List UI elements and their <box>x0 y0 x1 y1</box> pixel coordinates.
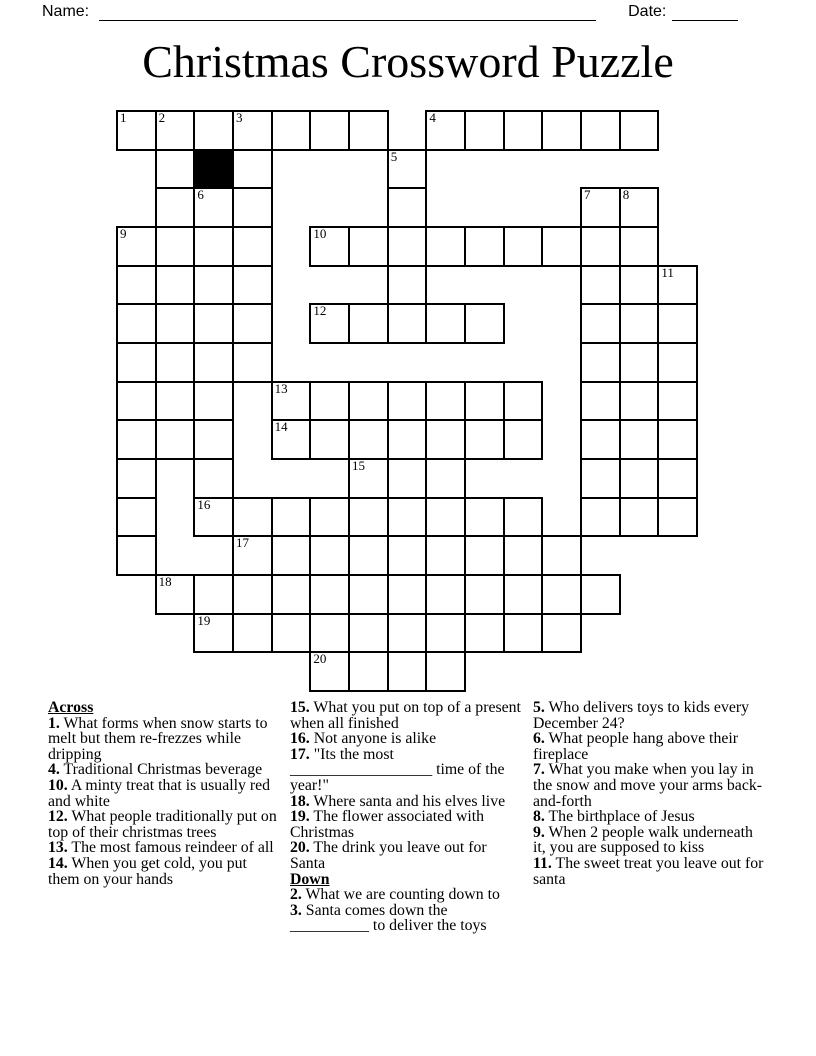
cell-number: 4 <box>429 110 436 125</box>
cell-number: 18 <box>158 574 172 590</box>
crossword-cell[interactable] <box>155 149 196 190</box>
crossword-cell[interactable] <box>193 187 234 228</box>
cell-number: 1 <box>120 110 127 125</box>
crossword-cell[interactable] <box>541 613 582 654</box>
clue-number: 13. <box>48 839 68 857</box>
crossword-cell[interactable] <box>425 303 466 344</box>
clue-number: 19. <box>290 808 310 826</box>
crossword-cell[interactable] <box>657 458 698 499</box>
crossword-cell[interactable] <box>193 497 234 538</box>
crossword-cell[interactable] <box>271 110 312 151</box>
clue-number: 5. <box>533 699 545 716</box>
clue-item <box>533 825 765 856</box>
clue-text: The flower associated with Christmas <box>290 808 485 841</box>
clue-number: 10. <box>48 776 68 794</box>
clue-number: 6. <box>533 730 545 748</box>
crossword-cell[interactable] <box>387 613 428 654</box>
crossword-cell[interactable] <box>503 613 544 654</box>
cell-number: 13 <box>274 380 288 396</box>
cell-number: 3 <box>236 110 243 125</box>
cell-number: 15 <box>352 458 366 474</box>
crossword-cell[interactable] <box>464 303 505 344</box>
date-input-line[interactable] <box>672 3 738 21</box>
crossword-cell[interactable] <box>116 110 157 151</box>
clue-item <box>533 856 765 887</box>
crossword-cell[interactable] <box>155 110 196 151</box>
clue-text: The sweet treat you leave out for santa <box>533 854 764 888</box>
crossword-cell[interactable] <box>155 342 196 383</box>
crossword-cell[interactable] <box>541 535 582 576</box>
crossword-cell[interactable] <box>309 651 350 692</box>
crossword-cell[interactable] <box>619 226 660 267</box>
crossword-cell[interactable] <box>657 303 698 344</box>
clue-item <box>48 778 282 809</box>
crossword-cell[interactable] <box>348 497 389 538</box>
crossword-cell[interactable] <box>309 226 350 267</box>
crossword-cell[interactable] <box>425 381 466 422</box>
crossword-cell[interactable] <box>348 613 389 654</box>
crossword-cell[interactable] <box>271 497 312 538</box>
clue-item <box>48 856 282 887</box>
crossword-cell[interactable] <box>193 110 234 151</box>
crossword-grid <box>116 110 698 692</box>
clue-number: 9. <box>533 823 545 841</box>
clue-number: 14. <box>48 854 68 872</box>
crossword-cell[interactable] <box>116 497 157 538</box>
cell-number: 11 <box>661 264 674 280</box>
clue-number: 1. <box>48 714 60 732</box>
crossword-cell[interactable] <box>580 265 621 306</box>
crossword-cell[interactable] <box>464 613 505 654</box>
crossword-cell[interactable] <box>116 458 157 499</box>
crossword-cell[interactable] <box>232 265 273 306</box>
crossword-cell[interactable] <box>580 381 621 422</box>
crossword-cell[interactable] <box>657 265 698 306</box>
crossword-cell[interactable] <box>116 535 157 576</box>
crossword-cell[interactable] <box>348 574 389 615</box>
clue-number: 4. <box>48 761 60 779</box>
clue-text: The birthplace of Jesus <box>544 808 695 826</box>
clue-item <box>290 700 525 731</box>
crossword-cell[interactable] <box>387 458 428 499</box>
crossword-cell[interactable] <box>503 110 544 151</box>
crossword-cell[interactable] <box>232 613 273 654</box>
crossword-cell[interactable] <box>309 419 350 460</box>
crossword-cell[interactable] <box>387 265 428 306</box>
clue-item <box>48 762 282 778</box>
cell-number: 7 <box>584 187 591 203</box>
crossword-cell[interactable] <box>580 574 621 615</box>
crossword-cell[interactable] <box>580 303 621 344</box>
clue-item <box>533 700 765 731</box>
crossword-cell[interactable] <box>232 226 273 267</box>
cell-number: 6 <box>197 187 204 203</box>
crossword-cell[interactable] <box>503 535 544 576</box>
crossword-cell[interactable] <box>425 226 466 267</box>
clue-text: When 2 people walk underneath it, you are supposed to kiss <box>533 823 753 857</box>
crossword-cell[interactable] <box>619 265 660 306</box>
cell-number: 9 <box>120 226 127 241</box>
clue-text: A minty treat that is usually red and white <box>48 776 271 810</box>
crossword-cell[interactable] <box>580 110 621 151</box>
clue-text: What we are counting down to <box>301 886 500 904</box>
clue-number: 17. <box>290 745 310 763</box>
crossword-cell[interactable] <box>155 574 196 615</box>
clue-item <box>290 840 525 871</box>
crossword-cell[interactable] <box>503 497 544 538</box>
clue-item <box>533 809 765 825</box>
clue-number: 11. <box>533 854 552 872</box>
crossword-cell[interactable] <box>541 110 582 151</box>
crossword-cell[interactable] <box>232 110 273 151</box>
crossword-cell[interactable] <box>580 458 621 499</box>
cell-number: 2 <box>158 110 166 125</box>
crossword-cell[interactable] <box>464 381 505 422</box>
crossword-cell[interactable] <box>116 303 157 344</box>
crossword-cell[interactable] <box>425 419 466 460</box>
crossword-cell[interactable] <box>193 419 234 460</box>
crossword-cell[interactable] <box>503 381 544 422</box>
name-label: Name: <box>42 3 90 20</box>
down-header: Down <box>290 870 330 888</box>
crossword-cell[interactable] <box>193 342 234 383</box>
clue-item <box>48 840 282 856</box>
crossword-cell[interactable] <box>193 303 234 344</box>
crossword-cell[interactable] <box>425 535 466 576</box>
crossword-cell[interactable] <box>541 574 582 615</box>
crossword-cell[interactable] <box>348 381 389 422</box>
crossword-cell[interactable] <box>193 613 234 654</box>
clue-number: 2. <box>290 886 302 904</box>
clue-text: Where santa and his elves live <box>309 792 506 810</box>
crossword-cell[interactable] <box>580 419 621 460</box>
clue-text: What you make when you lay in the snow and move your arms back-and-forth <box>533 761 762 810</box>
clue-number: 12. <box>48 808 68 826</box>
clue-item <box>290 887 525 903</box>
crossword-cell[interactable] <box>309 613 350 654</box>
crossword-cell[interactable] <box>657 342 698 383</box>
crossword-cell[interactable] <box>309 381 350 422</box>
crossword-cell[interactable] <box>657 381 698 422</box>
clue-item <box>533 731 765 762</box>
crossword-cell[interactable] <box>193 574 234 615</box>
clue-text: The drink you leave out for Santa <box>290 839 487 872</box>
crossword-cell[interactable] <box>464 574 505 615</box>
crossword-cell[interactable] <box>348 651 389 692</box>
clue-text: What people hang above their fireplace <box>533 730 739 763</box>
name-date-row <box>42 1 774 21</box>
crossword-cell[interactable] <box>271 574 312 615</box>
across-header: Across <box>48 699 94 716</box>
clue-text: "Its the most __________________ time of the year!" <box>290 745 505 794</box>
crossword-cell[interactable] <box>580 342 621 383</box>
crossword-cell[interactable] <box>657 419 698 460</box>
crossword-cell[interactable] <box>155 265 196 306</box>
cell-number: 8 <box>622 187 630 203</box>
clues-column-middle <box>290 700 525 934</box>
crossword-cell[interactable] <box>116 381 157 422</box>
name-input-line[interactable] <box>99 3 596 21</box>
cell-number: 14 <box>274 419 288 435</box>
crossword-cell[interactable] <box>619 458 660 499</box>
crossword-cell[interactable] <box>309 303 350 344</box>
clue-item <box>48 809 282 840</box>
crossword-cell[interactable] <box>387 303 428 344</box>
crossword-cell[interactable] <box>580 187 621 228</box>
crossword-cell[interactable] <box>387 419 428 460</box>
crossword-cell[interactable] <box>348 110 389 151</box>
clue-item <box>290 903 525 934</box>
clue-text: What forms when snow starts to melt but them re-frezzes while dripping <box>48 714 268 763</box>
crossword-cell[interactable] <box>503 226 544 267</box>
crossword-cell[interactable] <box>155 226 196 267</box>
clue-text: What people traditionally put on top of their christmas trees <box>48 808 277 841</box>
crossword-cell[interactable] <box>503 574 544 615</box>
crossword-cell[interactable] <box>387 187 428 228</box>
crossword-cell[interactable] <box>387 149 428 190</box>
clue-number: 18. <box>290 792 310 810</box>
clue-number: 20. <box>290 839 310 857</box>
crossword-cell[interactable] <box>348 303 389 344</box>
crossword-cell[interactable] <box>464 535 505 576</box>
crossword-cell[interactable] <box>464 497 505 538</box>
crossword-cell[interactable] <box>232 149 273 190</box>
crossword-cell[interactable] <box>425 110 466 151</box>
crossword-cell[interactable] <box>309 574 350 615</box>
crossword-cell[interactable] <box>464 226 505 267</box>
crossword-black-cell <box>193 149 234 190</box>
crossword-cell[interactable] <box>232 497 273 538</box>
crossword-cell[interactable] <box>116 419 157 460</box>
clue-item <box>290 794 525 810</box>
cell-number: 5 <box>390 148 398 164</box>
crossword-cell[interactable] <box>580 497 621 538</box>
crossword-cell[interactable] <box>425 458 466 499</box>
crossword-cell[interactable] <box>271 535 312 576</box>
crossword-cell[interactable] <box>271 613 312 654</box>
crossword-cell[interactable] <box>232 574 273 615</box>
crossword-cell[interactable] <box>464 110 505 151</box>
clue-item <box>48 716 282 763</box>
clue-text: When you get cold, you put them on your hands <box>48 854 247 888</box>
crossword-cell[interactable] <box>348 419 389 460</box>
clue-item <box>290 809 525 840</box>
page-title: Christmas Crossword Puzzle <box>142 36 674 87</box>
cell-number: 17 <box>236 535 249 551</box>
crossword-cell[interactable] <box>193 226 234 267</box>
crossword-cell[interactable] <box>619 381 660 422</box>
crossword-cell[interactable] <box>619 110 660 151</box>
crossword-cell[interactable] <box>387 381 428 422</box>
clues-column-across <box>48 700 282 887</box>
cell-number: 19 <box>197 612 211 628</box>
crossword-cell[interactable] <box>232 303 273 344</box>
cell-number: 12 <box>313 303 327 319</box>
crossword-cell[interactable] <box>425 651 466 692</box>
crossword-cell[interactable] <box>348 535 389 576</box>
crossword-cell[interactable] <box>193 381 234 422</box>
crossword-cell[interactable] <box>619 303 660 344</box>
crossword-cell[interactable] <box>348 226 389 267</box>
crossword-cell[interactable] <box>503 419 544 460</box>
crossword-cell[interactable] <box>387 226 428 267</box>
crossword-cell[interactable] <box>309 535 350 576</box>
crossword-cell[interactable] <box>309 110 350 151</box>
clue-text: What you put on top of a present when all finished <box>290 699 521 732</box>
crossword-cell[interactable] <box>155 187 196 228</box>
crossword-cell[interactable] <box>387 651 428 692</box>
crossword-cell[interactable] <box>387 574 428 615</box>
crossword-cell[interactable] <box>116 226 157 267</box>
crossword-cell[interactable] <box>348 458 389 499</box>
crossword-cell[interactable] <box>193 458 234 499</box>
crossword-cell[interactable] <box>116 265 157 306</box>
crossword-cell[interactable] <box>619 187 660 228</box>
crossword-cell[interactable] <box>425 613 466 654</box>
crossword-cell[interactable] <box>271 381 312 422</box>
crossword-cell[interactable] <box>116 342 157 383</box>
clues-column-down <box>533 700 765 887</box>
crossword-cell[interactable] <box>425 574 466 615</box>
crossword-cell[interactable] <box>387 535 428 576</box>
crossword-cell[interactable] <box>425 497 466 538</box>
clue-text: Traditional Christmas beverage <box>59 761 263 779</box>
crossword-cell[interactable] <box>619 419 660 460</box>
crossword-cell[interactable] <box>464 419 505 460</box>
crossword-cell[interactable] <box>232 342 273 383</box>
crossword-cell[interactable] <box>232 187 273 228</box>
crossword-cell[interactable] <box>619 342 660 383</box>
cell-number: 16 <box>197 496 211 512</box>
cell-number: 20 <box>313 651 327 667</box>
cell-number: 10 <box>313 226 327 241</box>
clue-text: Not anyone is alike <box>309 730 437 748</box>
crossword-cell[interactable] <box>155 303 196 344</box>
clue-number: 3. <box>290 901 302 919</box>
crossword-cell[interactable] <box>387 497 428 538</box>
clue-item <box>290 731 525 747</box>
crossword-cell[interactable] <box>193 265 234 306</box>
clue-number: 16. <box>290 730 310 748</box>
crossword-cell[interactable] <box>309 497 350 538</box>
clue-item <box>533 762 765 809</box>
crossword-cell[interactable] <box>580 226 621 267</box>
clue-number: 7. <box>533 761 545 779</box>
crossword-cell[interactable] <box>657 497 698 538</box>
crossword-cell[interactable] <box>155 381 196 422</box>
clue-text: Who delivers toys to kids every December 24? <box>533 699 750 732</box>
crossword-cell[interactable] <box>232 535 273 576</box>
crossword-cell[interactable] <box>541 226 582 267</box>
clue-number: 15. <box>290 699 310 716</box>
clue-text: Santa comes down the __________ to deliver the toys <box>290 901 487 935</box>
clue-text: The most famous reindeer of all <box>67 839 274 857</box>
date-label: Date: <box>628 3 667 20</box>
crossword-cell[interactable] <box>619 497 660 538</box>
crossword-cell[interactable] <box>155 419 196 460</box>
crossword-cell[interactable] <box>271 419 312 460</box>
clue-item <box>290 747 525 794</box>
clue-number: 8. <box>533 808 545 826</box>
